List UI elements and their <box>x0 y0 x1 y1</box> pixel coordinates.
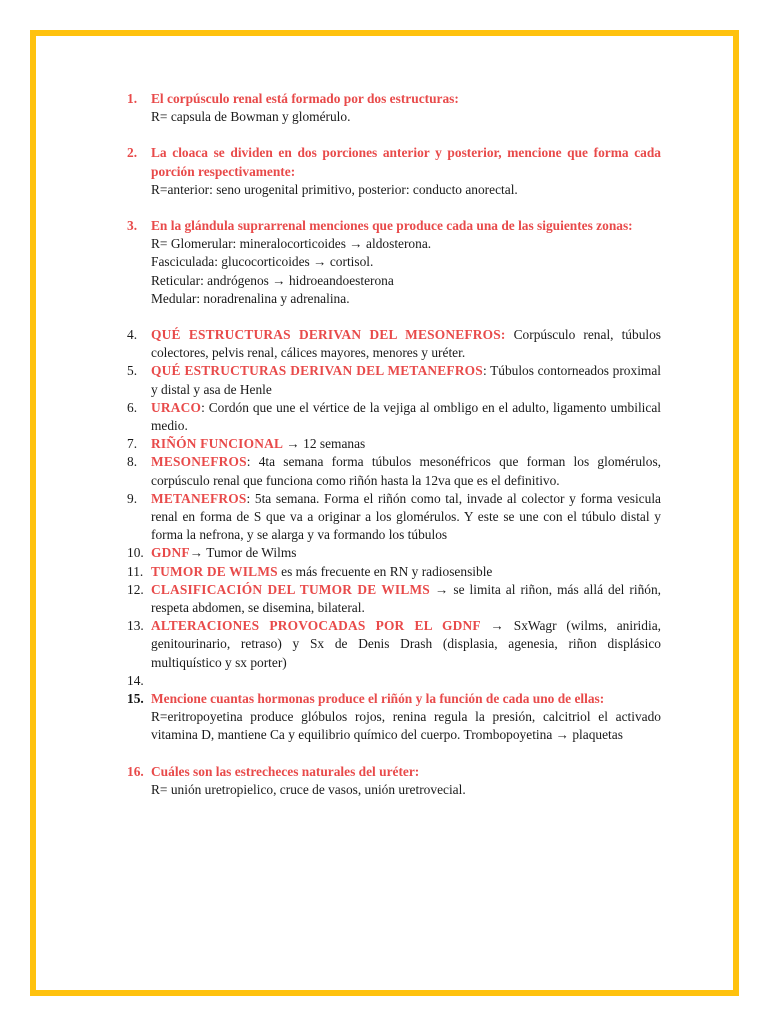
list-item <box>127 563 661 581</box>
list-item <box>127 544 661 562</box>
question-text: Mencione cuantas hormonas produce el riñón y la función de cada uno de ellas: <box>151 691 605 707</box>
item-number: 11. <box>127 563 144 579</box>
item-number: 10. <box>127 545 144 561</box>
item-text: : Cordón que une el vértice de la vejiga al ombligo en el adulto, ligamento umbilical medio. <box>151 399 661 434</box>
answer-line: Fasciculada: glucocorticoides → cortisol. <box>151 254 374 270</box>
item-number: 12. <box>127 581 144 597</box>
item-number: 9. <box>127 490 138 506</box>
item-text: : Túbulos contorneados proximal y distal y asa de Henle <box>151 363 661 397</box>
question-text: Cuáles son las estrecheces naturales del uréter: <box>151 763 420 779</box>
answer-text: R= unión uretropielico, cruce de vasos, unión uretrovecial. <box>151 781 466 797</box>
list-item <box>127 490 661 545</box>
item-text: : 5ta semana. Forma el riñón como tal, invade al colector y forma vesicula renal en forma de S que va a originar a los glomérulos. Y este se une con el túbulo distal y forma la nefrona, y se alarga y va formando los túbulos <box>151 490 661 543</box>
item-text: → SxWagr (wilms, aniridia, genitourinario, retraso) y Sx de Denis Drash (displasia, agenesia, riñon displásico multiquístico y sx porter) <box>151 618 661 670</box>
item-heading: METANEFROS <box>151 490 247 506</box>
list-item <box>127 453 661 489</box>
item-number: 14. <box>127 672 144 688</box>
item-text: → 12 semanas <box>283 436 366 452</box>
answer-line: Medular: noradrenalina y adrenalina. <box>151 290 350 306</box>
list-item <box>127 399 661 435</box>
item-number: 4. <box>127 327 138 343</box>
question-text: La cloaca se dividen en dos porciones anterior y posterior, mencione que forma cada porción respectivamente: <box>151 145 661 179</box>
item-number: 1. <box>127 91 138 106</box>
list-item <box>127 617 661 672</box>
list-item <box>127 326 662 362</box>
item-number: 2. <box>127 145 138 161</box>
item-heading: TUMOR DE WILMS <box>151 563 278 579</box>
item-number: 5. <box>127 363 138 379</box>
list-item <box>127 217 661 308</box>
item-number: 16. <box>127 763 144 779</box>
answer-text: R= capsula de Bowman y glomérulo. <box>151 109 351 125</box>
item-text: es más frecuente en RN y radiosensible <box>277 563 493 579</box>
item-heading: URACO <box>151 399 202 415</box>
list-item <box>127 362 661 398</box>
item-text: Corpúsculo renal, túbulos colectores, pelvis renal, cálices mayores, menores y uréter. <box>151 327 662 361</box>
item-number: 3. <box>127 218 138 234</box>
list-item <box>127 763 661 799</box>
item-heading: ALTERACIONES PROVOCADAS POR EL GDNF <box>151 618 481 634</box>
item-number: 13. <box>127 618 144 634</box>
item-text: → Tumor de Wilms <box>189 545 297 561</box>
item-text: → se limita al riñon, más allá del riñón, respeta abdomen, se disemina, bilateral. <box>151 581 662 616</box>
item-heading: QUÉ ESTRUCTURAS DERIVAN DEL METANEFROS <box>151 363 483 379</box>
answer-text: R=eritropoyetina produce glóbulos rojos, renina regula la presión, calcitriol el activado vitamina D, mantiene Ca y equilibrio químico del cuerpo. Trombopoyetina → plaquetas <box>151 709 661 743</box>
document-body <box>127 90 662 799</box>
item-number: 6. <box>127 399 138 415</box>
list-item <box>127 90 661 126</box>
answer-line: Reticular: andrógenos → hidroeandoesterona <box>151 272 394 288</box>
item-number: 7. <box>127 436 138 452</box>
item-heading: GDNF <box>151 545 190 561</box>
item-number: 15. <box>127 691 144 707</box>
item-heading: MESONEFROS <box>151 454 247 470</box>
item-heading: CLASIFICACIÓN DEL TUMOR DE WILMS <box>151 581 430 597</box>
list-item <box>127 690 661 745</box>
question-text: El corpúsculo renal está formado por dos estructuras: <box>151 91 459 106</box>
item-text: : 4ta semana forma túbulos mesonéfricos que forman los glomérulos, corpúsculo renal que funciona como riñón hasta la 12va que es el definitivo. <box>151 454 661 488</box>
item-heading: QUÉ ESTRUCTURAS DERIVAN DEL MESONEFROS: <box>151 327 506 343</box>
question-text: En la glándula suprarrenal menciones que produce cada una de las siguientes zonas: <box>151 218 633 234</box>
list-item <box>127 144 661 199</box>
list-item <box>127 435 661 453</box>
answer-text: R=anterior: seno urogenital primitivo, posterior: conducto anorectal. <box>151 181 518 197</box>
list-item <box>127 672 661 690</box>
item-heading: RIÑÓN FUNCIONAL <box>151 436 284 452</box>
list-item <box>127 581 662 617</box>
item-number: 8. <box>127 454 138 470</box>
answer-line: R= Glomerular: mineralocorticoides → aldosterona. <box>151 236 432 252</box>
